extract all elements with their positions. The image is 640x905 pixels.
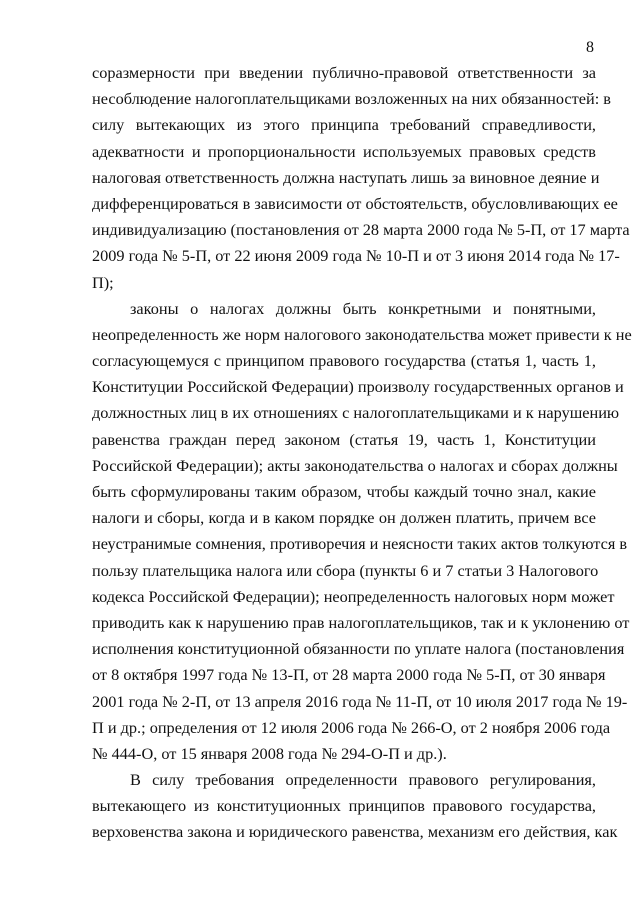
text-line: неопределенность же норм налогового законодательства может привести к не	[92, 324, 632, 344]
text-line: П и др.; определения от 12 июля 2006 года № 266-О, от 2 ноября 2006 года	[92, 717, 611, 737]
page-number: 8	[586, 39, 594, 56]
text-line: адекватности и пропорциональности используемых правовых средств	[92, 141, 596, 161]
text-line: неустранимые сомнения, противоречия и неясности таких актов толкуются в	[92, 534, 628, 554]
text-line: 2009 года № 5-П, от 22 июня 2009 года № 10-П и от 3 июня 2014 года № 17-	[92, 246, 620, 266]
text-line: верховенства закона и юридического равенства, механизм его действия, как	[92, 822, 618, 842]
text-line: должностных лиц в их отношениях с налогоплательщиками и к нарушению	[92, 403, 620, 423]
text-line: исполнения конституционной обязанности по уплате налога (постановления	[92, 639, 625, 659]
text-line: вытекающего из конституционных принципов правового государства,	[92, 796, 596, 816]
text-line: соразмерности при введении публично-правовой ответственности за	[92, 63, 596, 82]
text-line: Российской Федерации); акты законодательства о налогах и сборах должны	[92, 455, 618, 475]
text-line: приводить как к нарушению прав налогоплательщиков, так и к уклонению от	[92, 612, 630, 632]
paragraph	[92, 60, 630, 296]
text-line: Конституции Российской Федерации) произволу государственных органов и	[92, 377, 624, 397]
text-line: от 8 октября 1997 года № 13-П, от 28 марта 2000 года № 5-П, от 30 января	[92, 665, 606, 685]
text-line: несоблюдение налогоплательщиками возложенных на них обязанностей: в	[92, 89, 611, 109]
text-line: В силу требования определенности правового регулирования,	[130, 770, 596, 790]
text-line: 2001 года № 2-П, от 13 апреля 2016 года № 11-П, от 10 июля 2017 года № 19-	[92, 691, 628, 711]
text-line: равенства граждан перед законом (статья 19, часть 1, Конституции	[92, 429, 596, 449]
text-line: быть сформулированы таким образом, чтобы каждый точно знал, какие	[92, 482, 596, 501]
text-line: налоги и сборы, когда и в каком порядке он должен платить, причем все	[92, 508, 596, 528]
text-line: налоговая ответственность должна наступать лишь за виновное деяние и	[92, 167, 600, 187]
text-line: согласующемуся с принципом правового государства (статья 1, часть 1,	[92, 351, 596, 371]
text-line: № 444-О, от 15 января 2008 года № 294-О-П и др.).	[92, 743, 447, 763]
text-line: силу вытекающих из этого принципа требований справедливости,	[92, 115, 596, 135]
text-line: дифференцироваться в зависимости от обстоятельств, обусловливающих ее	[92, 193, 618, 213]
text-line: кодекса Российской Федерации); неопределенность налоговых норм может	[92, 586, 615, 606]
text-line: П);	[92, 272, 114, 292]
text-line: пользу плательщика налога или сбора (пункты 6 и 7 статьи 3 Налогового	[92, 560, 599, 580]
paragraph	[92, 296, 632, 767]
text-line: индивидуализацию (постановления от 28 марта 2000 года № 5-П, от 17 марта	[92, 220, 630, 240]
paragraph	[92, 767, 618, 846]
text-line: законы о налогах должны быть конкретными и понятными,	[130, 298, 596, 318]
document-body	[92, 60, 632, 846]
